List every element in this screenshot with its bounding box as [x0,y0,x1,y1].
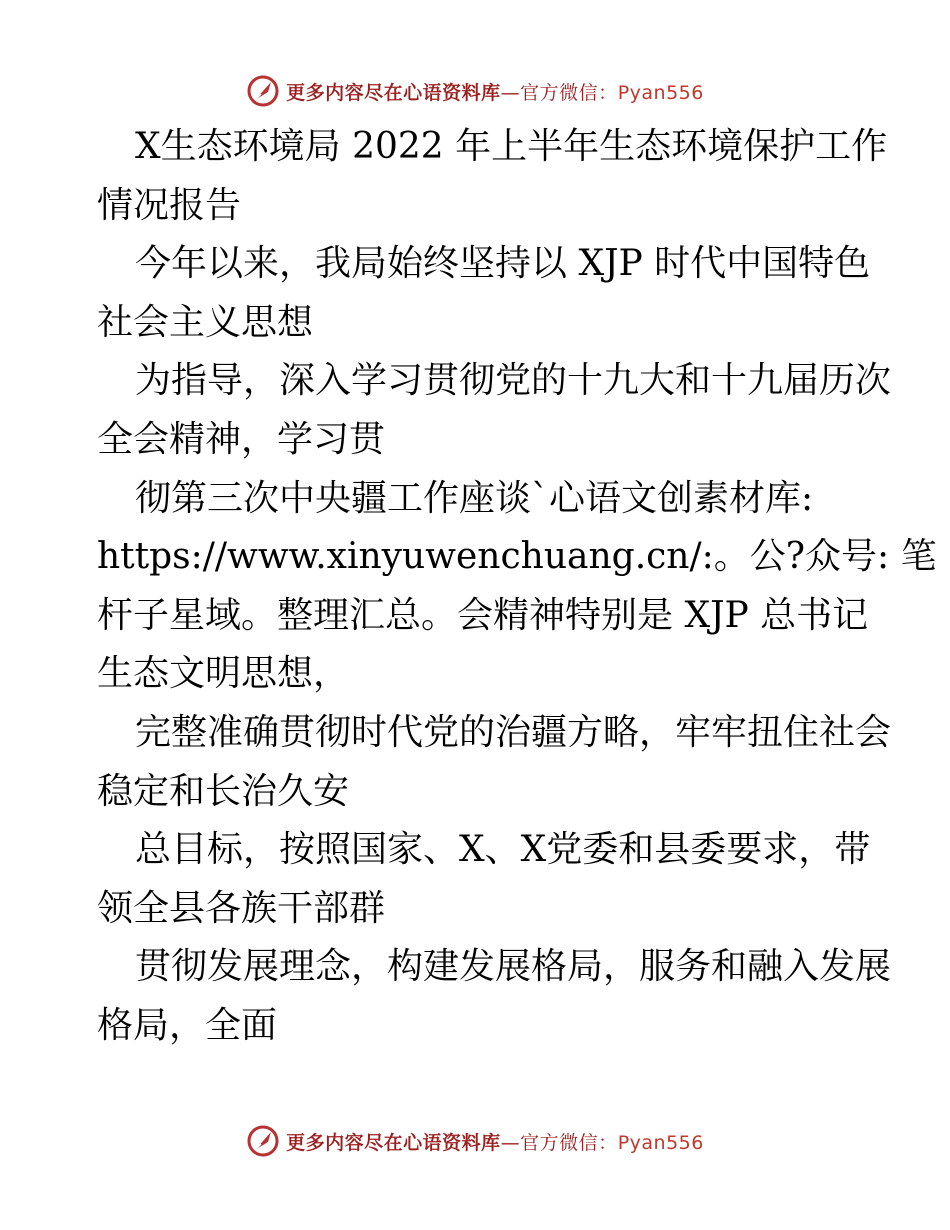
header-banner-text [286,78,704,105]
paragraph-line: 总目标，按照国家、X、X党委和县委要求，带 [135,829,871,871]
quill-logo-icon [246,1124,280,1158]
paragraph-line: 格局，全面 [97,1004,278,1046]
paragraph-line: 生态文明思想， [97,653,350,695]
header-banner-main: 更多内容尽在心语资料库 [286,81,501,104]
document-title-line-1: X生态环境局 2022 年上半年生态环境保护工作 [135,126,888,167]
header-banner-separator: — [500,81,521,104]
header-banner [0,71,950,111]
header-banner-wechat-label: 官方微信： [520,81,618,104]
paragraph-line: 彻第三次中央疆工作座谈`心语文创素材库: [135,477,814,519]
document-body [97,118,937,1056]
paragraph-line-url: https://www.xinyuwenchuang.cn/:。公?众号: 笔 [97,536,937,578]
paragraph-line: 今年以来，我局始终坚持以 XJP 时代中国特色 [135,243,871,285]
quill-logo-icon [246,74,280,108]
footer-banner-wechat-label: 官方微信： [520,1131,618,1154]
footer-banner [0,1121,950,1161]
paragraph-line: 全会精神，学习贯 [97,418,386,460]
paragraph-line: 为指导，深入学习贯彻党的十九大和十九届历次 [135,360,892,402]
footer-banner-main: 更多内容尽在心语资料库 [286,1131,501,1154]
paragraph-line: 社会主义思想 [97,301,314,343]
document-title-line-2: 情况报告 [97,184,242,226]
paragraph-line: 完整准确贯彻时代党的治疆方略，牢牢扭住社会 [135,711,892,753]
footer-banner-text [286,1128,704,1155]
header-banner-wechat-id: Pyan556 [617,81,704,104]
paragraph-line: 领全县各族干部群 [97,887,386,929]
footer-banner-wechat-id: Pyan556 [617,1131,704,1154]
paragraph-line: 贯彻发展理念，构建发展格局，服务和融入发展 [135,946,892,988]
paragraph-line: 杆子星域。整理汇总。会精神特别是 XJP 总书记 [97,594,869,636]
paragraph-line: 稳定和长治久安 [97,770,350,812]
footer-banner-separator: — [500,1131,521,1154]
